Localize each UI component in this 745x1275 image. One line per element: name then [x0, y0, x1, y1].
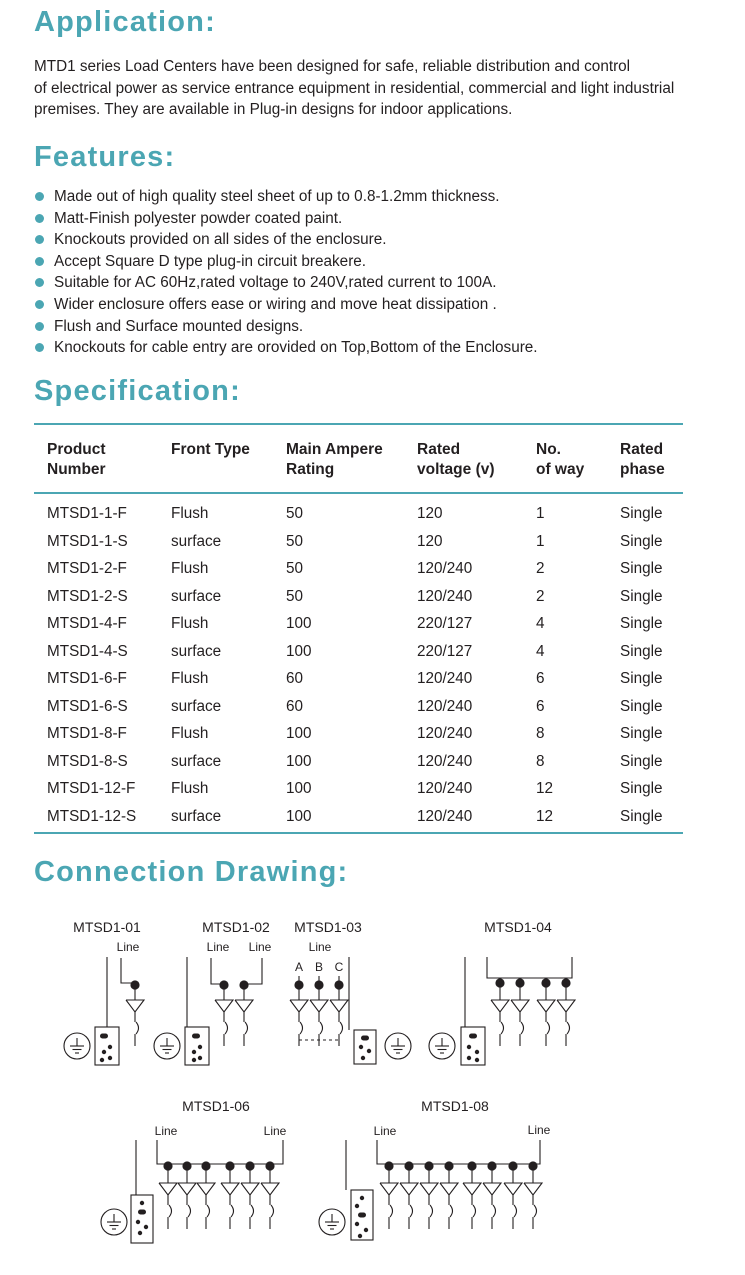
table-cell: 100	[286, 752, 312, 770]
wire	[511, 1000, 529, 1012]
table-cell: 120/240	[417, 752, 473, 770]
feature-text: Flush and Surface mounted designs.	[54, 317, 304, 335]
table-cell: Single	[620, 752, 663, 770]
bullet-icon	[35, 214, 44, 223]
phase-label-b: B	[314, 960, 324, 974]
table-row	[34, 583, 683, 611]
table-row	[34, 665, 683, 693]
diagram-title-mtsd1-01: MTSD1-01	[73, 919, 141, 935]
breaker-contact-icon	[430, 1205, 433, 1217]
table-cell: surface	[171, 752, 222, 770]
neutral-terminal-icon	[102, 1050, 106, 1054]
table-cell: MTSD1-1-F	[47, 505, 127, 522]
table-cell: 60	[286, 670, 304, 687]
neutral-terminal-icon	[138, 1210, 146, 1215]
application-heading: Application:	[34, 6, 216, 38]
neutral-terminal-icon	[358, 1213, 366, 1218]
line-label: Line	[154, 1124, 178, 1138]
wire	[463, 1183, 481, 1195]
wire	[504, 1183, 522, 1195]
breaker-contact-icon	[514, 1205, 517, 1217]
line-label: Line	[527, 1123, 551, 1137]
table-cell: Single	[620, 505, 663, 522]
table-cell: 100	[286, 807, 312, 825]
table-cell: 220/127	[417, 642, 473, 660]
table-body	[34, 493, 683, 833]
neutral-terminal-icon	[360, 1196, 364, 1200]
bullet-icon	[35, 300, 44, 309]
breaker-contact-icon	[410, 1205, 413, 1217]
table-cell: 120	[417, 532, 443, 550]
line-label: Line	[373, 1124, 397, 1138]
neutral-terminal-icon	[359, 1045, 363, 1049]
wire	[126, 1000, 144, 1012]
neutral-terminal-icon	[108, 1056, 112, 1060]
feature-item	[34, 337, 538, 359]
table-cell: Single	[620, 725, 663, 742]
table-cell: 100	[286, 725, 312, 742]
table-cell: MTSD1-8-S	[47, 752, 128, 770]
neutral-terminal-icon	[100, 1058, 104, 1062]
neutral-bar-icon	[461, 1027, 485, 1065]
table-cell: Flush	[171, 670, 209, 687]
table-cell: 120/240	[417, 807, 473, 825]
neutral-terminal-icon	[367, 1049, 371, 1053]
application-line: premises. They are available in Plug-in designs for indoor applications.	[34, 101, 513, 118]
table-header-row	[34, 424, 683, 493]
feature-item	[34, 208, 538, 230]
table-row	[34, 528, 683, 556]
table-row	[34, 555, 683, 583]
table-row	[34, 610, 683, 638]
line-label: Line	[248, 940, 272, 954]
feature-text: Made out of high quality steel sheet of up to 0.8-1.2mm thickness.	[54, 188, 500, 205]
wire	[440, 1183, 458, 1195]
neutral-terminal-icon	[144, 1225, 148, 1229]
wire	[290, 1000, 308, 1012]
breaker-contact-icon	[207, 1205, 210, 1217]
wire	[221, 1183, 239, 1195]
neutral-terminal-icon	[138, 1231, 142, 1235]
table-cell: Flush	[171, 725, 209, 742]
wire	[487, 957, 572, 978]
feature-item	[34, 229, 538, 251]
neutral-terminal-icon	[198, 1056, 202, 1060]
wire	[400, 1183, 418, 1195]
feature-item	[34, 316, 538, 338]
wire	[121, 958, 135, 983]
feature-text: Knockouts provided on all sides of the enclosure.	[54, 231, 387, 249]
table-cell: 2	[536, 587, 545, 605]
table-cell: 1	[536, 505, 545, 522]
table-row	[34, 720, 683, 748]
column-header: Rated phase	[620, 441, 665, 478]
wire	[244, 958, 262, 984]
wire	[178, 1183, 196, 1195]
table-cell: 6	[536, 670, 545, 687]
connection-drawing-heading: Connection Drawing:	[34, 856, 349, 888]
column-header: Front Type	[171, 441, 250, 458]
neutral-terminal-icon	[467, 1056, 471, 1060]
table-cell: Single	[620, 560, 663, 577]
table-cell: 220/127	[417, 615, 473, 632]
wire	[215, 1000, 233, 1012]
diagram-title-mtsd1-03: MTSD1-03	[294, 919, 362, 935]
table-cell: 50	[286, 587, 304, 605]
neutral-terminal-icon	[475, 1058, 479, 1062]
wire	[380, 1183, 398, 1195]
breaker-contact-icon	[521, 1022, 524, 1034]
neutral-terminal-icon	[469, 1034, 477, 1039]
table-cell: MTSD1-12-S	[47, 807, 137, 825]
neutral-terminal-icon	[358, 1234, 362, 1238]
wire	[261, 1183, 279, 1195]
table-cell: Single	[620, 780, 663, 797]
table-cell: 1	[536, 532, 545, 550]
table-cell: 60	[286, 697, 304, 715]
table-cell: 12	[536, 780, 554, 797]
table-cell: MTSD1-4-F	[47, 615, 127, 632]
feature-item	[34, 251, 538, 273]
neutral-terminal-icon	[136, 1220, 140, 1224]
line-label: Line	[263, 1124, 287, 1138]
breaker-contact-icon	[534, 1205, 537, 1217]
breaker-contact-icon	[320, 1022, 323, 1034]
table-cell: Flush	[171, 505, 209, 522]
table-row	[34, 638, 683, 666]
neutral-terminal-icon	[192, 1058, 196, 1062]
diagram-title-mtsd1-02: MTSD1-02	[202, 919, 270, 935]
breaker-contact-icon	[136, 1022, 139, 1034]
table-cell: 50	[286, 532, 304, 550]
breaker-contact-icon	[188, 1205, 191, 1217]
table-cell: 120/240	[417, 587, 473, 605]
line-label: Line	[308, 940, 332, 954]
neutral-terminal-icon	[108, 1045, 112, 1049]
wire	[483, 1183, 501, 1195]
wire	[420, 1183, 438, 1195]
neutral-terminal-icon	[364, 1228, 368, 1232]
breaker-contact-icon	[340, 1022, 343, 1034]
table-cell: 120/240	[417, 697, 473, 715]
wire	[197, 1183, 215, 1195]
neutral-terminal-icon	[192, 1034, 200, 1039]
table-row	[34, 803, 683, 834]
column-header: No. of way	[536, 441, 585, 478]
wire	[524, 1183, 542, 1195]
wire	[211, 958, 224, 984]
application-line: MTD1 series Load Centers have been designed for safe, reliable distribution and control	[34, 58, 631, 75]
wire	[377, 1140, 540, 1164]
feature-item	[34, 186, 538, 208]
table-cell: Single	[620, 697, 663, 715]
neutral-terminal-icon	[361, 1056, 365, 1060]
table-cell: MTSD1-6-S	[47, 697, 128, 715]
table-cell: 120	[417, 505, 443, 522]
feature-text: Accept Square D type plug-in circuit breakere.	[54, 252, 367, 270]
table-cell: 120/240	[417, 560, 473, 577]
neutral-terminal-icon	[467, 1045, 471, 1049]
table-row	[34, 775, 683, 803]
neutral-bar-icon	[95, 1027, 119, 1065]
diagram-title-mtsd1-04: MTSD1-04	[484, 919, 552, 935]
feature-item	[34, 272, 538, 294]
breaker-contact-icon	[300, 1022, 303, 1034]
phase-label-a: A	[294, 960, 304, 974]
table-cell: 12	[536, 807, 554, 825]
table-cell: surface	[171, 642, 222, 660]
table-cell: 4	[536, 642, 545, 660]
breaker-contact-icon	[473, 1205, 476, 1217]
neutral-terminal-icon	[198, 1045, 202, 1049]
breaker-contact-icon	[169, 1205, 172, 1217]
table-cell: 120/240	[417, 670, 473, 687]
line-label: Line	[116, 940, 140, 954]
table-cell: Single	[620, 642, 663, 660]
wire	[537, 1000, 555, 1012]
table-cell: MTSD1-1-S	[47, 532, 128, 550]
diagram-title-mtsd1-08: MTSD1-08	[421, 1098, 489, 1114]
breaker-contact-icon	[245, 1022, 248, 1034]
neutral-terminal-icon	[475, 1050, 479, 1054]
table-cell: MTSD1-12-F	[47, 780, 136, 797]
line-label: Line	[206, 940, 230, 954]
wire	[557, 1000, 575, 1012]
table-cell: 100	[286, 615, 312, 632]
bullet-icon	[35, 322, 44, 331]
table-cell: Single	[620, 532, 663, 550]
table-cell: MTSD1-8-F	[47, 725, 127, 742]
feature-text: Matt-Finish polyester powder coated paint.	[54, 209, 343, 227]
breaker-contact-icon	[225, 1022, 228, 1034]
table-cell: 120/240	[417, 725, 473, 742]
breaker-contact-icon	[271, 1205, 274, 1217]
table-cell: Single	[620, 670, 663, 687]
table-cell: Flush	[171, 560, 209, 577]
bullet-icon	[35, 257, 44, 266]
neutral-terminal-icon	[140, 1201, 144, 1205]
wire	[491, 1000, 509, 1012]
breaker-contact-icon	[547, 1022, 550, 1034]
table-row	[34, 748, 683, 776]
neutral-bar-icon	[185, 1027, 209, 1065]
table-cell: Flush	[171, 780, 209, 797]
feature-text: Wider enclosure offers ease or wiring and move heat dissipation .	[54, 295, 497, 313]
neutral-terminal-icon	[100, 1034, 108, 1039]
neutral-terminal-icon	[355, 1204, 359, 1208]
wire	[159, 1183, 177, 1195]
table-cell: Single	[620, 615, 663, 632]
table-cell: surface	[171, 807, 222, 825]
table-cell: 8	[536, 752, 545, 770]
table-cell: 8	[536, 725, 545, 742]
table-cell: MTSD1-4-S	[47, 642, 128, 660]
application-line: of electrical power as service entrance equipment in residential, commercial and light industrial	[34, 79, 675, 97]
table-cell: 120/240	[417, 780, 473, 797]
feature-text: Suitable for AC 60Hz,rated voltage to 240V,rated current to 100A.	[54, 274, 497, 292]
breaker-contact-icon	[390, 1205, 393, 1217]
wire	[235, 1000, 253, 1012]
phase-label-c: C	[334, 960, 344, 974]
table-cell: surface	[171, 532, 222, 550]
table-cell: MTSD1-6-F	[47, 670, 127, 687]
table-cell: 100	[286, 642, 312, 660]
breaker-contact-icon	[501, 1022, 504, 1034]
table-cell: 6	[536, 697, 545, 715]
bullet-icon	[35, 235, 44, 244]
wire	[157, 1140, 283, 1164]
specification-heading: Specification:	[34, 375, 241, 407]
bullet-icon	[35, 192, 44, 201]
breaker-contact-icon	[251, 1205, 254, 1217]
neutral-terminal-icon	[192, 1050, 196, 1054]
feature-item	[34, 294, 538, 316]
breaker-contact-icon	[450, 1205, 453, 1217]
table-cell: surface	[171, 587, 222, 605]
column-header: Product Number	[47, 441, 106, 478]
diagram-title-mtsd1-06: MTSD1-06	[182, 1098, 250, 1114]
table-cell: 50	[286, 505, 304, 522]
feature-text: Knockouts for cable entry are orovided on Top,Bottom of the Enclosure.	[54, 339, 538, 357]
specification-table	[34, 423, 683, 834]
table-cell: MTSD1-2-F	[47, 560, 127, 577]
table-cell: 100	[286, 780, 312, 797]
features-list	[34, 186, 538, 359]
table-cell: 2	[536, 560, 545, 577]
application-text	[34, 56, 714, 121]
neutral-terminal-icon	[361, 1036, 369, 1041]
table-cell: MTSD1-2-S	[47, 587, 128, 605]
wire	[330, 1000, 348, 1012]
table-row	[34, 493, 683, 528]
table-cell: Flush	[171, 615, 209, 632]
features-heading: Features:	[34, 141, 176, 173]
breaker-contact-icon	[493, 1205, 496, 1217]
table-cell: 50	[286, 560, 304, 577]
connection-diagram	[0, 900, 745, 1270]
column-header: Rated voltage (v)	[417, 441, 495, 478]
breaker-contact-icon	[567, 1022, 570, 1034]
table-cell: 4	[536, 615, 545, 632]
wire	[310, 1000, 328, 1012]
neutral-terminal-icon	[355, 1222, 359, 1226]
table-row	[34, 693, 683, 721]
wire	[241, 1183, 259, 1195]
breaker-contact-icon	[231, 1205, 234, 1217]
column-header: Main Ampere Rating	[286, 441, 383, 478]
table-cell: Single	[620, 587, 663, 605]
table-cell: surface	[171, 697, 222, 715]
bullet-icon	[35, 343, 44, 352]
bullet-icon	[35, 278, 44, 287]
table-cell: Single	[620, 807, 663, 825]
